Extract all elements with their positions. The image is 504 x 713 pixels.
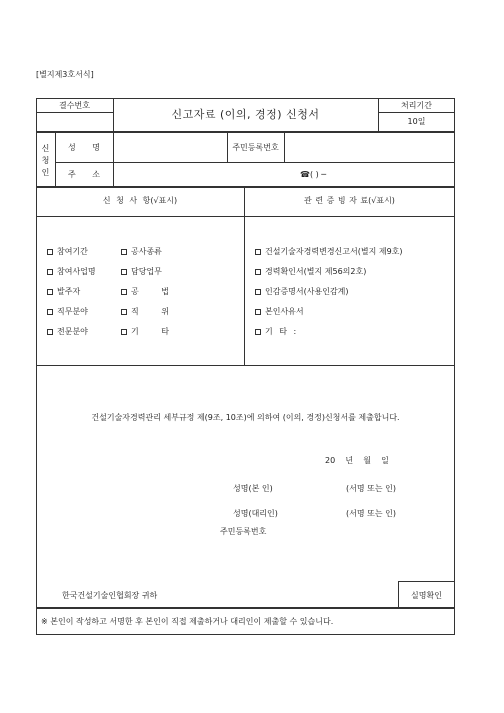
- agent-sign-hint: (서명 또는 인): [346, 509, 396, 518]
- checkbox-row[interactable]: [255, 328, 296, 336]
- processing-period-label: 처리기간: [401, 101, 432, 110]
- checkbox-row[interactable]: [121, 308, 169, 316]
- checkbox[interactable]: [255, 249, 261, 255]
- form-number: [별지제3호서식]: [36, 70, 94, 79]
- applicant-label-1: 신: [41, 144, 50, 153]
- checkbox-label: 담당업무: [131, 267, 162, 276]
- checkbox-label: 건설기술자경력변경신고서(별지 제9호): [265, 247, 403, 256]
- applicant-label-2: 청: [41, 156, 50, 165]
- form-title: 신고자료 (이의, 경정) 신청서: [171, 108, 320, 121]
- checkbox-label: 공사종류: [131, 247, 162, 256]
- evidence-header: 관 련 증 빙 자 료(√표시): [304, 196, 395, 205]
- checkbox-label: 발주자: [57, 287, 81, 296]
- checkbox[interactable]: [255, 329, 261, 335]
- applicant-sign-label: 성명(본 인): [233, 484, 273, 493]
- name-label: 성 명: [68, 143, 100, 152]
- checkbox[interactable]: [255, 289, 261, 295]
- name-field[interactable]: [114, 133, 226, 161]
- checkbox-label: 직 위: [131, 307, 169, 316]
- checkbox[interactable]: [47, 249, 53, 255]
- checkbox[interactable]: [121, 289, 127, 295]
- checkbox-row[interactable]: [255, 248, 403, 256]
- checkbox-label: 직무분야: [57, 307, 88, 316]
- checkbox[interactable]: [121, 329, 127, 335]
- recipient-text: 한국건설기술인협회장 귀하: [62, 591, 158, 600]
- checkbox-label: 기 타 :: [265, 327, 297, 336]
- checkbox[interactable]: [121, 309, 127, 315]
- checkbox-label: 공 법: [131, 287, 169, 296]
- checkbox-row[interactable]: [255, 268, 366, 276]
- checkbox-label: 인감증명서(사용인감계): [265, 287, 349, 296]
- phone-field[interactable]: ☎( ) ─: [300, 170, 327, 179]
- resident-id-field[interactable]: [285, 133, 454, 161]
- address-label: 주 소: [68, 170, 100, 179]
- checkbox-row[interactable]: [47, 268, 96, 276]
- checkbox-label: 기 타: [131, 327, 169, 336]
- applicant-sign-hint: (서명 또는 인): [346, 484, 396, 493]
- checkbox-label: 본인사유서: [265, 307, 304, 316]
- checkbox-row[interactable]: [255, 288, 349, 296]
- checkbox-row[interactable]: [47, 248, 88, 256]
- date-line[interactable]: 20 년 월 일: [325, 456, 389, 465]
- checkbox-row[interactable]: [121, 328, 169, 336]
- receipt-number-label: 결수번호: [59, 101, 90, 110]
- checkbox-row[interactable]: [47, 328, 88, 336]
- processing-period-value: 10일: [407, 117, 426, 126]
- checkbox-label: 참여기간: [57, 247, 88, 256]
- checkbox[interactable]: [47, 289, 53, 295]
- resident-id-label: 주민등록번호: [232, 143, 279, 152]
- checkbox[interactable]: [47, 269, 53, 275]
- applicant-label-3: 인: [41, 168, 50, 177]
- checkbox-row[interactable]: [47, 288, 80, 296]
- checkbox-row[interactable]: [255, 308, 304, 316]
- checkbox-row[interactable]: [121, 288, 169, 296]
- statement-text: 건설기술자경력관리 세부규정 제(9조, 10조)에 의하여 (이의, 경정)신청서를 제출합니다.: [91, 413, 400, 422]
- checkbox[interactable]: [121, 269, 127, 275]
- checkbox[interactable]: [121, 249, 127, 255]
- footer-note: ※ 본인이 작성하고 서명한 후 본인이 직접 제출하거나 대리인이 제출할 수 있습니다.: [41, 617, 334, 626]
- checkbox-label: 경력확인서(별지 제56의2호): [265, 267, 367, 276]
- checkbox-row[interactable]: [121, 268, 162, 276]
- checkbox-row[interactable]: [47, 308, 88, 316]
- checkbox[interactable]: [47, 329, 53, 335]
- checkbox[interactable]: [47, 309, 53, 315]
- checkbox[interactable]: [255, 269, 261, 275]
- address-field[interactable]: [114, 163, 294, 185]
- checkbox-label: 전문분야: [57, 327, 88, 336]
- checkbox-row[interactable]: [121, 248, 162, 256]
- checkbox[interactable]: [255, 309, 261, 315]
- real-name-confirm-label: 실명확인: [411, 591, 442, 600]
- agent-sign-label: 성명(대리인): [233, 509, 278, 518]
- checkbox-label: 참여사업명: [57, 267, 96, 276]
- agent-resident-id-label: 주민등록번호: [220, 527, 267, 536]
- request-items-header: 신 청 사 항(√표시): [102, 196, 178, 205]
